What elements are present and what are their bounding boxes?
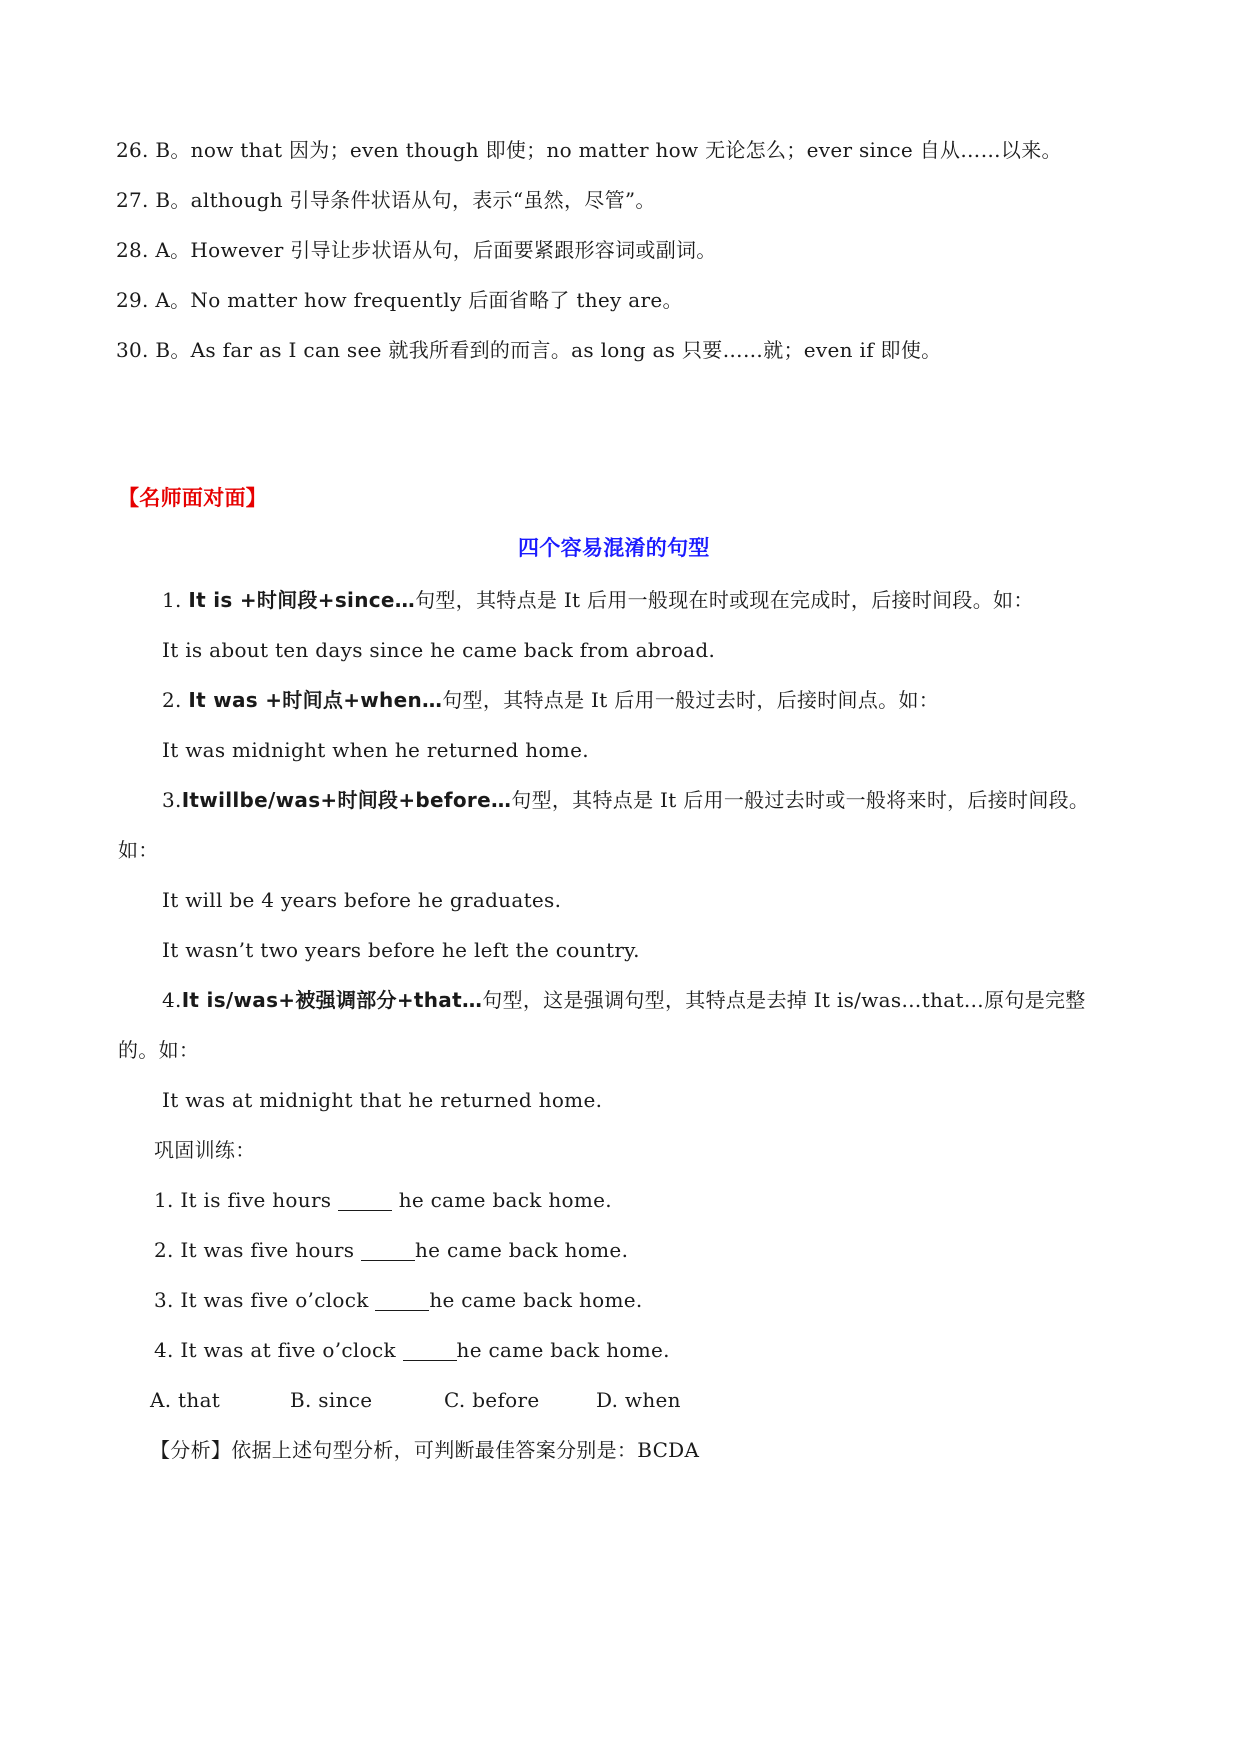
answer-29: 29. A。No matter how frequently 后面省略了 they are。: [116, 288, 683, 312]
question-text: he came back home.: [429, 1288, 643, 1312]
pattern-formula: Itwillbe/was+时间段+before…: [181, 788, 512, 812]
pattern-description: 句型，其特点是 It 后用一般现在时或现在完成时，后接时间段。如：: [415, 588, 1034, 612]
practice-item-3: [154, 1286, 643, 1314]
question-text: he came back home.: [414, 1238, 629, 1262]
pattern-4: [162, 986, 1086, 1014]
example-3: It will be 4 years before he graduates.: [162, 888, 562, 912]
answer-blank: [361, 1238, 415, 1261]
question-text: he came back home.: [392, 1188, 612, 1212]
question-text: 4. It was at five o’clock: [154, 1338, 403, 1362]
question-text: 3. It was five o’clock: [154, 1288, 376, 1312]
question-text: 1. It is five hours: [154, 1188, 339, 1212]
question-text: 2. It was five hours: [154, 1238, 361, 1262]
answer-30: 30. B。As far as I can see 就我所看到的而言。as long as 只要……就；even if 即使。: [116, 338, 942, 362]
section-title: 四个容易混淆的句型: [518, 536, 710, 560]
practice-item-4: [154, 1336, 670, 1364]
pattern-description: 句型，其特点是 It 后用一般过去时，后接时间点。如：: [442, 688, 940, 712]
pattern-2: [162, 686, 939, 714]
answer-27: 27. B。although 引导条件状语从句，表示“虽然，尽管”。: [116, 188, 656, 212]
example-1: It is about ten days since he came back from abroad.: [162, 638, 716, 662]
example-2: It was midnight when he returned home.: [162, 738, 589, 762]
practice-label: 巩固训练：: [154, 1138, 256, 1162]
pattern-formula: It is/was+被强调部分+that…: [181, 988, 483, 1012]
answer-blank: [403, 1338, 457, 1361]
pattern-3: [162, 786, 1089, 814]
option-a: A. that: [150, 1388, 221, 1412]
pattern-number: 3.: [162, 788, 182, 812]
practice-item-2: [154, 1236, 628, 1264]
practice-item-1: [154, 1186, 612, 1214]
pattern-1: [162, 586, 1034, 614]
answer-28: 28. A。However 引导让步状语从句，后面要紧跟形容词或副词。: [116, 238, 717, 262]
option-b: B. since: [290, 1388, 373, 1412]
example-5: It was at midnight that he returned home.: [162, 1088, 603, 1112]
answer-blank: [338, 1188, 392, 1211]
answer-26: 26. B。now that 因为；even though 即使；no matter how 无论怎么；ever since 自从……以来。: [116, 138, 1062, 162]
analysis: 【分析】依据上述句型分析，可判断最佳答案分别是：BCDA: [150, 1438, 700, 1462]
question-text: he came back home.: [456, 1338, 670, 1362]
pattern-3-continuation: 如：: [118, 838, 159, 862]
example-4: It wasn’t two years before he left the country.: [162, 938, 640, 962]
pattern-4-continuation: 的。如：: [118, 1038, 200, 1062]
option-c: C. before: [444, 1388, 540, 1412]
pattern-formula: It was +时间点+when…: [188, 688, 443, 712]
pattern-formula: It is +时间段+since…: [188, 588, 416, 612]
pattern-number: 2.: [162, 688, 189, 712]
pattern-description: 句型，这是强调句型，其特点是去掉 It is/was…that…原句是完整: [482, 988, 1086, 1012]
answer-blank: [375, 1288, 429, 1311]
pattern-number: 4.: [162, 988, 182, 1012]
section-label: 【名师面对面】: [118, 486, 268, 510]
option-d: D. when: [596, 1388, 681, 1412]
pattern-description: 句型，其特点是 It 后用一般过去时或一般将来时，后接时间段。: [511, 788, 1090, 812]
pattern-number: 1.: [162, 588, 189, 612]
